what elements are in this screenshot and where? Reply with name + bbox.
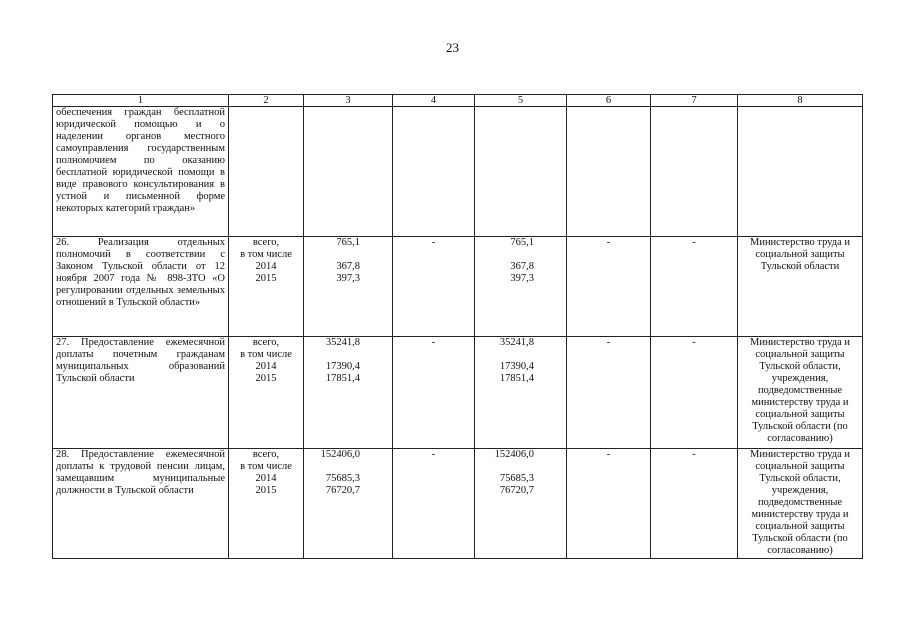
header-row [53,95,863,107]
program-table [52,94,863,559]
col6-cell: - [567,337,651,449]
executor-cell: Министерство труда и социальной защиты Тульской области, учреждения, подведомственные министерству труда и социальной защиты Тульской области (по согласованию) [738,337,863,449]
value-2014: 75685,3 [325,473,360,484]
value-spacer [478,349,534,361]
value-total: 765,1 [336,237,360,248]
value-total: 35241,8 [499,337,534,348]
value-total: 152406,0 [494,449,534,460]
column-header-7: 7 [651,95,738,107]
column-header-8: 8 [738,95,863,107]
period-cell [229,449,304,559]
col5-cell [475,337,567,449]
empty-cell [475,107,567,237]
col7-cell: - [651,237,738,337]
period-cell [229,237,304,337]
value-spacer [478,461,534,473]
value-2014: 17390,4 [499,361,534,372]
empty-cell [393,107,475,237]
table-row-27 [53,337,863,449]
empty-cell [738,107,863,237]
page-number: 23 [446,40,459,55]
period-2015: 2015 [255,273,277,284]
table-row-continuation [53,107,863,237]
col4-cell: - [393,337,475,449]
value-2015: 76720,7 [325,485,360,496]
col4-cell: - [393,449,475,559]
row-description: 28. Предоставление ежемесячной доплаты к трудовой пенсии лицам, замещавшим муниципальные должности в Тульской области [53,449,229,559]
col3-cell [304,337,393,449]
table-row-28 [53,449,863,559]
value-spacer [307,349,360,361]
column-header-5: 5 [475,95,567,107]
value-2015: 397,3 [510,273,534,284]
value-2015: 76720,7 [499,485,534,496]
column-header-1: 1 [53,95,229,107]
period-2015: 2015 [255,485,277,496]
col5-cell [475,449,567,559]
value-total: 765,1 [510,237,534,248]
col6-cell: - [567,449,651,559]
period-2015: 2015 [255,373,277,384]
empty-cell [304,107,393,237]
period-including: в том числе [240,249,292,260]
period-total: всего, [252,237,280,248]
row-description: обеспечения граждан бесплатной юридической помощью и о наделении органов местного самоуправления государственным полномочием по оказанию бесплатной юридической помощи в виде правового консультирования в устной и письменной форме некоторых категорий граждан» [53,107,229,237]
value-2015: 397,3 [336,273,360,284]
period-2014: 2014 [255,261,277,272]
col3-cell [304,449,393,559]
row-description: 26. Реализация отдельных полномочий в соответствии с Законом Тульской области от 12 ноября 2007 года № 898-ЗТО «О регулировании отдельных земельных отношений в Тульской области» [53,237,229,337]
executor-cell: Министерство труда и социальной защиты Тульской области [738,237,863,337]
period-including: в том числе [240,461,292,472]
value-2015: 17851,4 [499,373,534,384]
period-2014: 2014 [255,473,277,484]
value-spacer [307,249,360,261]
col5-cell [475,237,567,337]
period-including: в том числе [240,349,292,360]
empty-cell [229,107,304,237]
value-2015: 17851,4 [325,373,360,384]
col3-cell [304,237,393,337]
col4-cell: - [393,237,475,337]
value-2014: 17390,4 [325,361,360,372]
column-header-3: 3 [304,95,393,107]
empty-cell [651,107,738,237]
value-spacer [478,249,534,261]
value-2014: 367,8 [510,261,534,272]
column-header-4: 4 [393,95,475,107]
period-total: всего, [252,449,280,460]
col6-cell: - [567,237,651,337]
period-total: всего, [252,337,280,348]
period-cell [229,337,304,449]
column-header-2: 2 [229,95,304,107]
column-header-6: 6 [567,95,651,107]
executor-cell: Министерство труда и социальной защиты Тульской области, учреждения, подведомственные министерству труда и социальной защиты Тульской области (по согласованию) [738,449,863,559]
value-total: 35241,8 [325,337,360,348]
value-spacer [307,461,360,473]
value-total: 152406,0 [320,449,360,460]
value-2014: 75685,3 [499,473,534,484]
table-row-26 [53,237,863,337]
period-2014: 2014 [255,361,277,372]
col7-cell: - [651,449,738,559]
row-description: 27. Предоставление ежемесячной доплаты почетным гражданам муниципальных образований Тульской области [53,337,229,449]
value-2014: 367,8 [336,261,360,272]
col7-cell: - [651,337,738,449]
empty-cell [567,107,651,237]
